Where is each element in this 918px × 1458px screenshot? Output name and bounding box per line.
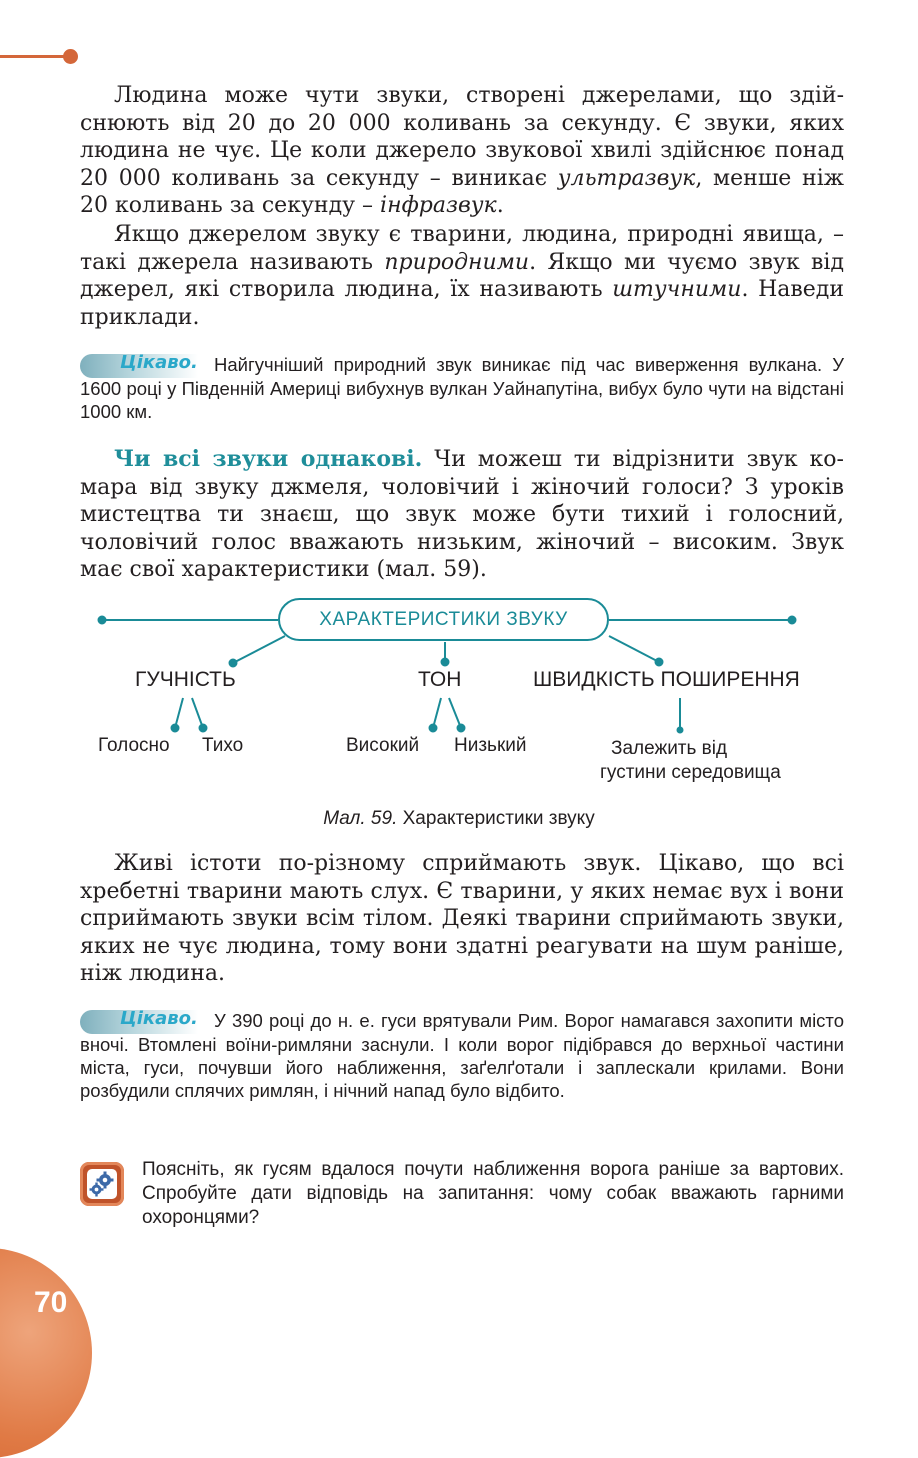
label-loud: Голосно (98, 735, 170, 756)
section-heading: Чи всі звуки однакові. (114, 446, 423, 472)
paragraph-characteristics-text: Чи можеш ти відрізнити звук комара від звуку джмеля, чоловічий і жіночий голоси? З уроків мистецтва ти знаєш, що звук може бути тихий і голосний, чоловічий голос вважають низьким, жіночий – високим. Звук має свої характеристики (мал. 59). (80, 447, 844, 583)
paragraph-frequencies-text-b: , менше ніж 20 коливань за секунду – (80, 165, 844, 219)
page-number-badge (0, 1248, 92, 1458)
gears-icon-inner (87, 1169, 117, 1199)
term-artificial: штучними (612, 277, 742, 303)
diagram-title: ХАРАКТЕРИСТИКИ ЗВУКУ (278, 598, 609, 641)
line-low (449, 698, 461, 728)
interesting-tag-2 (80, 1010, 202, 1034)
label-density-line1: Залежить від (611, 738, 728, 759)
paragraph-sources-end: . Наведи приклади. (80, 277, 844, 330)
interesting-tag (80, 354, 202, 378)
gears-glyph (87, 1169, 117, 1199)
dot-quiet (200, 725, 207, 732)
label-speed: ШВИДКІСТЬ ПОШИРЕННЯ (533, 668, 800, 691)
line-quiet (192, 698, 203, 728)
paragraph-sources-text-b: . Якщо ми чуємо звук від джерел, які створила людина, їх називають (80, 249, 845, 303)
term-ultrasound: ультразвук (557, 165, 696, 191)
info-volcano-text: Найгучніший природний звук виникає під час виверження вулкана. У 1600 році у Південній Америці вибухнув вулкан Уайнапутіна, вибух було чути на відстані 1000 км. (80, 354, 844, 422)
dot-tone (442, 659, 449, 666)
paragraph-animals-text: Живі істоти по-різному сприймають звук. Цікаво, що всі хребетні тварини мають слух. Є тварини, у яких немає вух і вони сприймають звуки всім тілом. Деякі тварини сприймають звуки, яких не чує людина, тому вони здатні реагувати на шум раніше, ніж людина. (80, 851, 844, 987)
connector-speed (609, 636, 659, 662)
caption-text: Характеристики звуку (397, 808, 595, 829)
gears-icon (80, 1162, 124, 1206)
paragraph-frequencies-text-a: Людина може чути звуки, створені джерелами, що здійснюють від 20 до 20 000 коливань за секунду. Є звуки, яких людина не чує. Це коли джерело звукової хвилі здійснює понад 20 000 коливань за секунду – виникає (80, 83, 844, 191)
info-box-geese (80, 1010, 844, 1102)
paragraph-characteristics (80, 446, 844, 584)
caption-prefix: Мал. 59. (323, 808, 398, 829)
dot-loud (172, 725, 179, 732)
label-loudness: ГУЧНІСТЬ (135, 668, 236, 691)
diagram-dot-left (99, 617, 106, 624)
info-box-volcano (80, 354, 844, 424)
question-text: Поясніть, як гусям вдалося почути наближення ворога раніше за вартових. Спробуйте дати відповідь на запитання: чому собак вважають гарними охоронцями? (142, 1159, 844, 1228)
label-tone: ТОН (418, 668, 462, 691)
figure-caption (0, 808, 918, 830)
label-high: Високий (346, 735, 420, 756)
dot-speed (656, 659, 663, 666)
term-infrasound: інфразвук (380, 193, 497, 219)
diagram-dot-right (789, 617, 796, 624)
paragraph-animals (80, 850, 844, 988)
info-geese-text: У 390 році до н. е. гуси врятували Рим. Ворог намагався захопити місто вночі. Втомлені воїни-римляни заснули. І коли ворог підібрався до верхньої частини міста, гуси, почувши його наближення, заґелґотали і заплескали крилами. Вони розбудили сплячих римлян, і нічний напад було відбито. (80, 1010, 844, 1101)
tag-label-2: Цікаво. (120, 1008, 198, 1029)
dot-high (430, 725, 437, 732)
dot-speed-detail (678, 728, 683, 733)
term-natural: природними (384, 249, 530, 275)
dot-loudness (230, 660, 237, 667)
paragraph-frequencies-end: . (496, 193, 504, 219)
paragraph-sources-text-a: Якщо джерелом звуку є тварини, людина, природні явища, – такі джерела називають (80, 222, 844, 275)
line-loud (175, 698, 183, 728)
tag-label: Цікаво. (120, 352, 198, 373)
connector-loudness (233, 636, 285, 663)
dot-low (458, 725, 465, 732)
top-accent-line (0, 55, 66, 58)
label-density-line2: густини середовища (600, 762, 781, 783)
page-number: 70 (34, 1286, 68, 1319)
paragraph-frequencies (80, 82, 844, 220)
line-high (433, 698, 441, 728)
top-accent-dot (63, 49, 78, 64)
label-quiet: Тихо (202, 735, 244, 756)
paragraph-sources (80, 221, 844, 331)
label-low: Низький (454, 735, 527, 756)
